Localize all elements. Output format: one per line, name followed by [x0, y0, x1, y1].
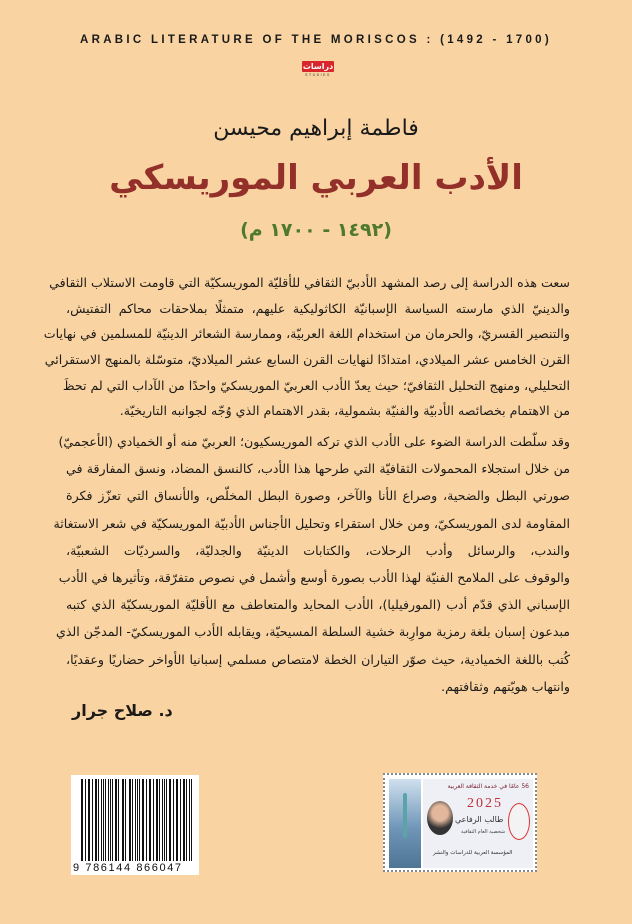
barcode-bar — [170, 779, 171, 861]
publisher-logo — [302, 61, 334, 78]
portrait-photo — [427, 801, 453, 835]
isbn-number: 9 786144 866047 — [73, 862, 183, 874]
blurb-line: التحليلي، ومنهج التحليل الثقافيّ؛ حيث يعدّ الأدب العربيّ الموريسكيّ واحدًا من الآداب التي لم تحظَ — [62, 377, 570, 393]
blurb-line: المقاومة لدى الموريسكيّ، ومن خلال استقراء وتحليل الأجناس الأدبيّة الموريسكيّة في شعر الاستغاثة — [53, 515, 570, 531]
stamp-caption: شخصية العام الثقافية — [461, 829, 506, 835]
blurb-line: والندب، والرسائل وأدب الرحلات، والكتابات الدينيّة والجدليّة، والسرديّات الشعبيّة، — [66, 542, 570, 558]
barcode-bar — [150, 779, 151, 861]
barcode-bar — [89, 779, 90, 861]
blurb-signature: د. صلاح جرار — [72, 701, 173, 720]
blurb-line: والدينيّ الذي مارسته السياسة الإسبانيّة الكاثوليكية عليهم، متمثلًا بملاحقات محاكم التفتيش، — [66, 300, 570, 316]
blurb-line: الإسباني الذي قدّم أدب (المورفيليا)، الأدب المحايد والمتعاطف مع الأقليّة الموريسكيّة الذي كتبه — [66, 597, 570, 613]
publisher-logo-mark: دراسات — [302, 62, 334, 71]
barcode-bar — [189, 779, 190, 861]
blurb-line: والوقوف على الملامح الفنيّة لهذا الأدب بصورة أوسع وأشمل في نصوص متفرّقة، وتأثيرها في الأدب — [58, 569, 570, 585]
blurb-paragraph-1 — [43, 270, 570, 424]
blurb-line: صورتي البطل والضحية، وصراع الأنا والآخر، وصورة البطل المخلّص، والأنساق التي تعزّز فكرة — [66, 488, 570, 504]
blurb-line: من الاهتمام بخصائصه الأدبيّة والفنيّة بشمولية، بقدر الاهتمام الذي وُجّه لجوانبه التاريخيّة. — [119, 403, 570, 419]
blurb-line: من خلال استجلاء المحمولات الثقافيّة التي طرحها هذا الأدب، كالنسق المضاد، ونسق المفارقة في — [66, 461, 570, 477]
blurb-line: القرن الخامس عشر الميلادي، امتدادًا لنهايات القرن السابع عشر الميلاديّ، متوسّلة بالمنهج الاستقرائي — [44, 352, 570, 368]
book-dates: (١٤٩٢ - ١٧٠٠ م) — [240, 219, 392, 241]
barcode-bar — [122, 779, 123, 861]
emblem-icon — [508, 803, 530, 840]
blurb-line: سعت هذه الدراسة إلى رصد المشهد الأدبيّ الثقافي للأقليّة الموريسكيّة التي قاومت الاستلاب الثقافي — [49, 275, 570, 290]
stamp-org: المؤسسة العربية للدراسات والنشر — [433, 850, 513, 856]
blurb-line: وقد سلّطت الدراسة الضوء على الأدب الذي تركه الموريسكيون؛ العربيّ منه أو الخميادي (الأعجميّ) — [58, 434, 570, 449]
english-title: ARABIC LITERATURE OF THE MORISCOS : (1492 - 1700) — [79, 34, 553, 46]
stamp-name: طالب الرفاعي — [455, 815, 504, 824]
stamp-body — [423, 779, 533, 868]
publisher-logo-sub: STUDIES — [305, 73, 331, 77]
book-title: الأدب العربي الموريسكي — [109, 158, 523, 198]
blurb-line: كُتب باللغة الخميادية، حيث صوّر التياران الخطة لامتصاص مسلمي إسبانيا الأواخر حضاريًا وعقديًا، — [66, 651, 570, 667]
anniversary-stamp — [383, 773, 537, 872]
isbn-barcode — [71, 775, 199, 875]
blurb-line: والتنصير القسريّ، والحرمان من استخدام اللغة العربيّة، وممارسة الشعائر الدينيّة للمسلمين في نهايات — [43, 326, 570, 342]
blurb-paragraph-2 — [53, 428, 570, 700]
blurb-line: مبدعون إسبان بلغة رمزية موارِبة خشية السلطة المسيحيّة، ويقابله الأدب الموريسكيّ- المدجّن الذي — [55, 624, 570, 640]
barcode-bar — [135, 779, 136, 861]
author-name: فاطمة إبراهيم محيسن — [213, 116, 419, 141]
stamp-year: 2025 — [467, 796, 503, 811]
kuwait-towers-image — [389, 779, 421, 868]
stamp-top-text: 56 عامًا في خدمة الثقافة العربية — [447, 783, 529, 790]
barcode-bar — [105, 779, 106, 861]
blurb-line: وانتهاب هويّتهم وثقافتهم. — [441, 678, 570, 694]
barcode-bars — [81, 779, 193, 861]
